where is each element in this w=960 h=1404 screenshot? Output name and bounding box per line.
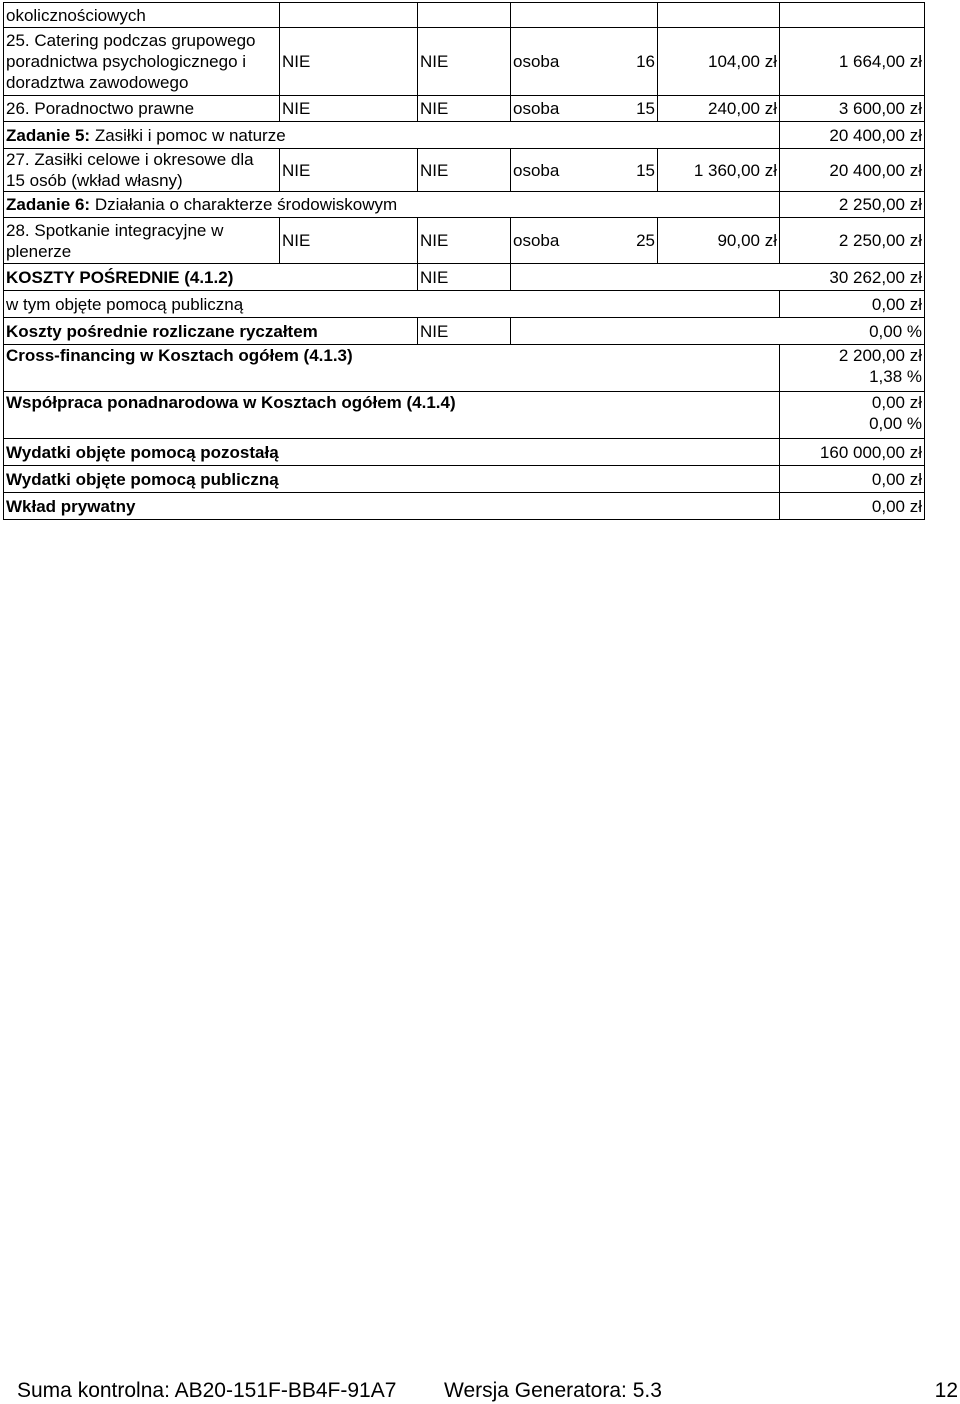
summary-row-cross-financing	[4, 345, 925, 392]
item-label: 28. Spotkanie integracyjne w plenerze	[4, 218, 280, 264]
empty-cell	[511, 3, 658, 28]
flag-1: NIE	[280, 28, 418, 96]
other-aid-value: 160 000,00 zł	[780, 439, 925, 466]
flag-1: NIE	[280, 218, 418, 264]
cross-financing-value: 2 200,00 zł 1,38 %	[780, 345, 925, 392]
summary-row-lump-sum	[4, 318, 925, 345]
table-row-item	[4, 28, 925, 96]
other-aid-label: Wydatki objęte pomocą pozostałą	[4, 439, 780, 466]
unit-price: 1 360,00 zł	[658, 149, 780, 192]
item-label: 26. Poradnoctwo prawne	[4, 96, 280, 122]
quantity: 16	[636, 52, 655, 71]
flag-1: NIE	[280, 149, 418, 192]
empty-cell	[280, 3, 418, 28]
unit-price: 90,00 zł	[658, 218, 780, 264]
summary-row-other-aid	[4, 439, 925, 466]
flag-2: NIE	[418, 28, 511, 96]
indirect-costs-flag: NIE	[418, 264, 511, 291]
summary-row-public-aid-expenses	[4, 466, 925, 493]
unit-price: 104,00 zł	[658, 28, 780, 96]
flag-2: NIE	[418, 149, 511, 192]
table-row-task	[4, 192, 925, 218]
task-label	[4, 192, 780, 218]
unit-price: 240,00 zł	[658, 96, 780, 122]
private-contribution-value: 0,00 zł	[780, 493, 925, 520]
lump-sum-flag: NIE	[418, 318, 511, 345]
quantity: 15	[636, 99, 655, 118]
empty-cell	[780, 3, 925, 28]
lump-sum-label: Koszty pośrednie rozliczane ryczałtem	[4, 318, 418, 345]
empty-cell	[658, 3, 780, 28]
unit: osoba	[513, 99, 560, 118]
item-label: 27. Zasiłki celowe i okresowe dla 15 osób (wkład własny)	[4, 149, 280, 192]
unit-qty	[511, 96, 658, 122]
table-row-item	[4, 96, 925, 122]
flag-2: NIE	[418, 218, 511, 264]
table-row-item	[4, 149, 925, 192]
unit-qty	[511, 218, 658, 264]
task-label	[4, 122, 780, 149]
cross-financing-label: Cross-financing w Kosztach ogółem (4.1.3)	[4, 345, 780, 392]
flag-2: NIE	[418, 96, 511, 122]
task-number: Zadanie 6:	[6, 195, 91, 214]
summary-row-indirect-costs	[4, 264, 925, 291]
footer-page-number: 12	[934, 1379, 958, 1402]
quantity: 15	[636, 160, 655, 180]
task-total: 2 250,00 zł	[780, 192, 925, 218]
table-row-task	[4, 122, 925, 149]
row-total: 2 250,00 zł	[780, 218, 925, 264]
budget-table	[3, 2, 925, 520]
indirect-costs-value: 30 262,00 zł	[511, 264, 925, 291]
item-label: okolicznościowych	[4, 3, 280, 28]
empty-cell	[418, 3, 511, 28]
summary-row-private-contribution	[4, 493, 925, 520]
table-row-item	[4, 218, 925, 264]
unit: osoba	[513, 52, 560, 71]
item-label: 25. Catering podczas grupowego poradnictwa psychologicznego i doradztwa zawodowego	[4, 28, 280, 96]
table-body	[4, 3, 925, 520]
table-row-continuation	[4, 3, 925, 28]
public-aid-label: w tym objęte pomocą publiczną	[4, 291, 780, 318]
footer-version: Wersja Generatora: 5.3	[444, 1379, 662, 1402]
task-number: Zadanie 5:	[6, 125, 91, 145]
task-title: Działania o charakterze środowiskowym	[90, 195, 398, 214]
task-title: Zasiłki i pomoc w naturze	[90, 125, 286, 145]
summary-row-public-aid	[4, 291, 925, 318]
quantity: 25	[636, 231, 655, 250]
footer-checksum: Suma kontrolna: AB20-151F-BB4F-91A7	[17, 1379, 397, 1402]
public-aid-value: 0,00 zł	[780, 291, 925, 318]
public-aid-expenses-value: 0,00 zł	[780, 466, 925, 493]
transnational-label: Współpraca ponadnarodowa w Kosztach ogółem (4.1.4)	[4, 392, 780, 439]
row-total: 3 600,00 zł	[780, 96, 925, 122]
private-contribution-label: Wkład prywatny	[4, 493, 780, 520]
unit-qty	[511, 149, 658, 192]
summary-row-transnational	[4, 392, 925, 439]
public-aid-expenses-label: Wydatki objęte pomocą publiczną	[4, 466, 780, 493]
lump-sum-value: 0,00 %	[511, 318, 925, 345]
indirect-costs-label: KOSZTY POŚREDNIE (4.1.2)	[4, 264, 418, 291]
row-total: 20 400,00 zł	[780, 149, 925, 192]
task-total: 20 400,00 zł	[780, 122, 925, 149]
flag-1: NIE	[280, 96, 418, 122]
unit: osoba	[513, 160, 560, 180]
unit-qty	[511, 28, 658, 96]
transnational-value: 0,00 zł 0,00 %	[780, 392, 925, 439]
unit: osoba	[513, 231, 560, 250]
row-total: 1 664,00 zł	[780, 28, 925, 96]
